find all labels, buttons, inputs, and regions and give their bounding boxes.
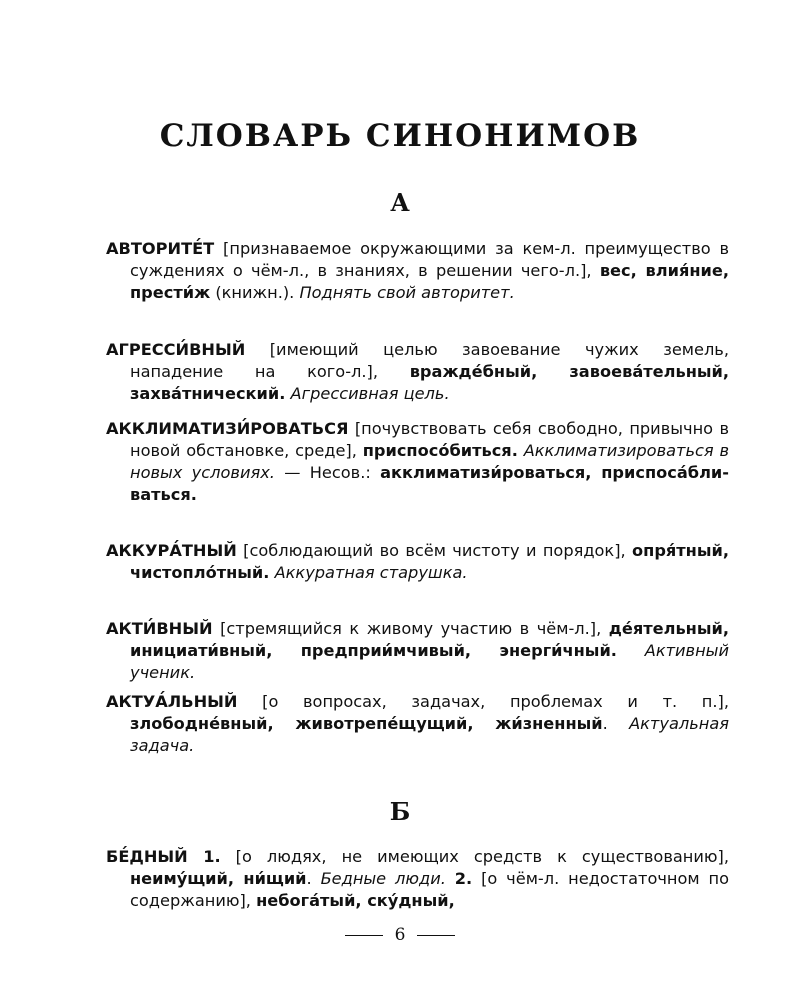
sense-number: 2. — [454, 869, 473, 888]
dictionary-entry — [106, 846, 729, 912]
synonyms: де́ятельный, инициати́вный, предприи́мчивый, энерги́чный. — [130, 619, 729, 660]
page-number — [0, 925, 800, 945]
definition-2: [о чём-л. недостаточном по содержанию], — [130, 869, 730, 910]
synonyms: приспосо́биться. — [362, 441, 518, 460]
definition: [о людях, не имеющих средств к существованию], — [220, 847, 729, 866]
section-letter-a: А — [390, 188, 410, 217]
usage-note: (книжн.). — [210, 283, 300, 302]
aspect-note: — Несов.: — [274, 463, 381, 482]
synonyms: злободне́вный, животрепе́щущий, жи́зненный — [130, 714, 603, 733]
imperfective-synonyms: акклиматизи́роваться, приспоса́бливаться. — [130, 463, 729, 504]
example: Агрессивная цель. — [290, 384, 450, 403]
page-number-left-rule — [345, 935, 383, 936]
headword: АККЛИМАТИЗИ́РОВАТЬСЯ — [106, 419, 349, 438]
usage-note — [617, 641, 645, 660]
section-letter-b: Б — [389, 797, 411, 826]
dictionary-entry — [106, 339, 729, 405]
usage-note: . — [306, 869, 321, 888]
dictionary-entry — [106, 238, 729, 304]
sense-separator — [446, 869, 455, 888]
example: Аккуратная старушка. — [274, 563, 468, 582]
example: Акклиматизироваться в новых условиях. — [130, 441, 729, 482]
page-number-right-rule — [417, 935, 455, 936]
headword: АВТОРИТЕ́Т — [106, 239, 215, 258]
dictionary-entry — [106, 618, 729, 684]
headword: АКТИ́ВНЫЙ — [106, 619, 213, 638]
definition: [соблюдающий во всём чистоту и порядок], — [236, 541, 633, 560]
synonyms: неиму́щий, ни́щий — [130, 869, 307, 888]
synonyms: опря́тный, чистопло́тный. — [130, 541, 729, 582]
headword: БЕ́ДНЫЙ 1. — [106, 847, 221, 866]
definition: [стремящийся к живому участию в чём-л.], — [212, 619, 609, 638]
dictionary-entry — [106, 418, 729, 506]
definition: [имеющий целью завоевание чужих земель, нападение на кого-л.], — [130, 340, 729, 381]
example: Активный ученик. — [130, 641, 729, 682]
dictionary-entry — [106, 691, 729, 757]
definition: [о вопросах, задачах, проблемах и т. п.], — [237, 692, 729, 711]
headword: АКТУА́ЛЬНЫЙ — [106, 692, 238, 711]
headword: АГРЕССИ́ВНЫЙ — [106, 340, 246, 359]
synonyms: вражде́бный, завоева́тельный, захва́тнический. — [130, 362, 730, 403]
definition: [признаваемое окружающими за кем-л. преимущество в суждениях о чём-л., в знаниях, в решении чего-л.], — [130, 239, 729, 280]
page-number-value: 6 — [394, 925, 406, 945]
headword: АККУРА́ТНЫЙ — [106, 541, 237, 560]
dictionary-entry — [106, 540, 729, 584]
synonyms: вес, влия́ние, прести́ж — [130, 261, 730, 302]
example: Поднять свой авторитет. — [299, 283, 515, 302]
usage-note: . — [602, 714, 630, 733]
definition: [почувствовать себя свободно, привычно в новой обстановке, среде], — [130, 419, 729, 460]
page-title: СЛОВАРЬ СИНОНИМОВ — [159, 118, 641, 154]
synonyms-2: небога́тый, ску́дный, — [256, 891, 455, 910]
example: Актуальная задача. — [130, 714, 729, 755]
example: Бедные люди. — [320, 869, 446, 888]
